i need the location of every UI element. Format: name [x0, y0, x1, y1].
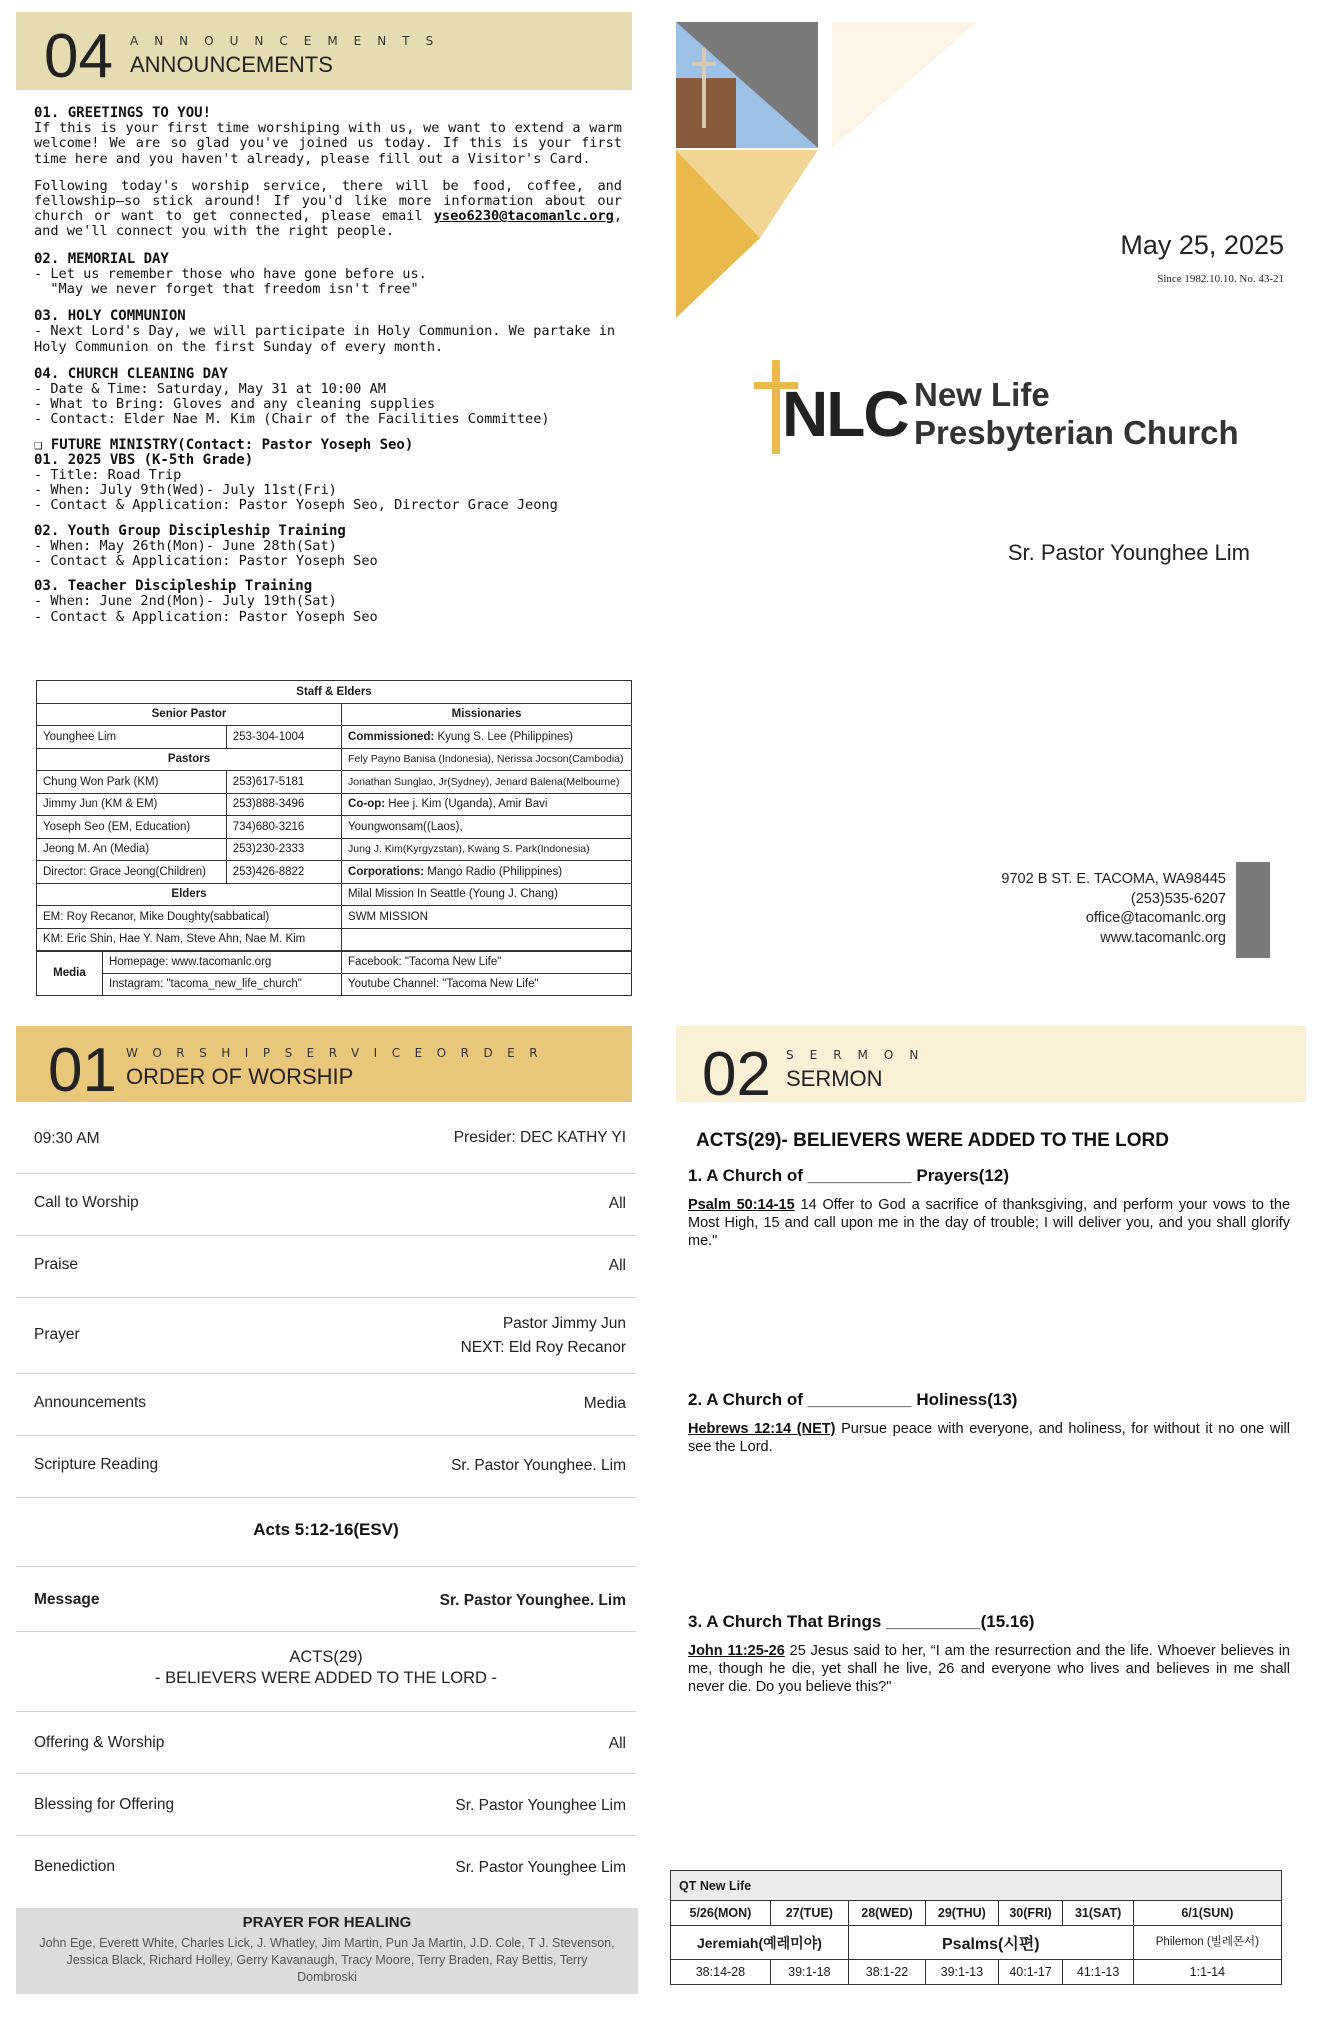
sermon-point [688, 1390, 1290, 1456]
worship-item-row [16, 1712, 636, 1774]
announcement-title: 02. MEMORIAL DAY [34, 250, 169, 267]
announcement-text: Following today's worship service, there will be food, coffee, and fellowship—so stick around! If you'd like more information about our church or want to get connected, please email yseo6230@tacomanlc.org, and we'll connect you with the right people. [34, 177, 622, 240]
sermon-point-verse: Psalm 50:14-15 14 Offer to God a sacrifice of thanksgiving, and perform your vows to the Most High, 15 and call upon me in the day of trouble; I will deliver you, and you shall glorify me." [688, 1197, 1291, 1249]
section-number: 04 [44, 22, 113, 91]
staff-name: Chung Won Park (KM) [37, 771, 227, 794]
qt-day: 27(TUE) [770, 1901, 848, 1926]
worship-item-leader: Sr. Pastor Younghee Lim [455, 1859, 626, 1876]
prayer-for-healing-box [16, 1908, 638, 1994]
cover-graphic [672, 18, 982, 318]
announcement-line: - When: June 2nd(Mon)- July 19th(Sat) [34, 593, 337, 610]
announcement-title: 04. CHURCH CLEANING DAY [34, 365, 228, 382]
worship-item-label: Blessing for Offering [34, 1796, 175, 1813]
staff-elders-table [36, 680, 632, 996]
missionary-cell: Jung J. Kim(Kyrgyzstan), Kwang S. Park(Indonesia) [342, 838, 632, 861]
staff-name: Director: Grace Jeong(Children) [37, 861, 227, 884]
announcement-title: 02. Youth Group Discipleship Training [34, 522, 346, 539]
media-homepage: Homepage: www.tacomanlc.org [102, 951, 341, 974]
logo-letters: NLC [782, 378, 908, 450]
staff-name: Jimmy Jun (KM & EM) [37, 793, 227, 816]
qt-passage: 1:1-14 [1133, 1960, 1281, 1985]
worship-item-label: Praise [34, 1256, 78, 1273]
cover-date: May 25, 2025 [1120, 230, 1284, 260]
worship-item-label: Benediction [34, 1858, 116, 1875]
media-facebook: Facebook: "Tacoma New Life" [342, 951, 632, 974]
announcement-line: "May we never forget that freedom isn't free" [34, 281, 419, 298]
announcement-line: - When: July 9th(Wed)- July 11st(Fri) [34, 482, 337, 499]
announcement-line: - Title: Road Trip [34, 467, 182, 484]
senior-pastor-header: Senior Pastor [37, 703, 342, 726]
staff-phone: 253-304-1004 [226, 726, 341, 749]
service-time: 09:30 AM [34, 1130, 100, 1147]
sermon-point [688, 1166, 1290, 1250]
worship-item-row [16, 1436, 636, 1498]
staff-name: Yoseph Seo (EM, Education) [37, 816, 227, 839]
church-photo-cross [702, 48, 706, 128]
cover-pastor: Sr. Pastor Younghee Lim [1007, 540, 1250, 565]
pastors-header: Pastors [37, 748, 342, 771]
sermon-title-row [16, 1632, 636, 1712]
qt-table [670, 1870, 1282, 1985]
staff-phone: 253)230-2333 [226, 838, 341, 861]
missionary-cell: Jonathan Sunglao, Jr(Sydney), Jenard Balena(Melbourne) [342, 771, 632, 794]
qt-title: QT New Life [671, 1871, 1282, 1901]
media-instagram: Instagram: "tacoma_new_life_church" [102, 973, 341, 996]
worship-item-row [16, 1374, 636, 1436]
announcement-line: - Next Lord's Day, we will participate in Holy Communion. We partake in Holy Communion on the first Sunday of every month. [34, 323, 616, 355]
qt-book: Psalms(시편) [848, 1926, 1133, 1960]
staff-phone: 253)888-3496 [226, 793, 341, 816]
cover-since: Since 1982.10.10. No. 43-21 [1157, 273, 1284, 285]
missionary-cell: Fely Payno Banisa (Indonesia), Nerissa Jocson(Cambodia) [342, 748, 632, 771]
worship-item-row [16, 1236, 636, 1298]
qt-book: Jeremiah(예레미야) [671, 1926, 849, 1960]
cream-block [832, 22, 977, 148]
announcement-title: 03. HOLY COMMUNION [34, 308, 186, 325]
section-title: SERMON [786, 1066, 883, 1091]
prayer-names: John Ege, Everett White, Charles Lick, J. Whatley, Jim Martin, Pun Ja Martin, J.D. Cole, T J. Stevenson, Jessica Black, Richard Holley, Gerry Kavanaugh, Tracy Moore, Terry Braden, Ray Bettis, Terry Dombroski [39, 1936, 615, 1984]
section-spaced-label: ANNOUNCEMENTS [130, 34, 450, 48]
worship-item-label: Call to Worship [34, 1194, 139, 1211]
staff-phone: 253)426-8822 [226, 861, 341, 884]
qt-day: 29(THU) [926, 1901, 998, 1926]
staff-name: Jeong M. An (Media) [37, 838, 227, 861]
gray-bar [1236, 862, 1270, 958]
missionary-cell: Youngwonsam((Laos), [342, 816, 632, 839]
section-number: 01 [48, 1036, 117, 1105]
qt-day: 6/1(SUN) [1133, 1901, 1281, 1926]
worship-item-leader: Pastor Jimmy Jun NEXT: Eld Roy Recanor [460, 1315, 626, 1356]
missionary-cell: Milal Mission In Seattle (Young J. Chang) [342, 883, 632, 906]
elder-row: KM: Eric Shin, Hae Y. Nam, Steve Ahn, Nae M. Kim [37, 928, 342, 951]
qt-passage: 40:1-17 [998, 1960, 1063, 1985]
sermon-heading: ACTS(29)- BELIEVERS WERE ADDED TO THE LORD [696, 1130, 1169, 1151]
announcement-line: - Date & Time: Saturday, May 31 at 10:00 AM [34, 381, 386, 398]
announcement-line: - Contact & Application: Pastor Yoseph Seo, Director Grace Jeong [34, 497, 558, 514]
worship-time-row [16, 1112, 636, 1174]
worship-item-label: Announcements [34, 1394, 147, 1411]
worship-item-row [16, 1774, 636, 1836]
section-spaced-label: SERMON [786, 1048, 935, 1062]
empty-cell [342, 928, 632, 951]
announcement-line: - Contact & Application: Pastor Yoseph Seo [34, 553, 378, 570]
elder-row: EM: Roy Recanor, Mike Doughty(sabbatical) [37, 906, 342, 929]
verse-reference: John 11:25-26 [688, 1643, 785, 1659]
church-photo-cross-bar [692, 62, 716, 66]
qt-passage: 38:14-28 [671, 1960, 771, 1985]
worship-item-row [16, 1298, 636, 1374]
church-name-line1: New Life [914, 376, 1050, 413]
presider: Presider: DEC KATHY YI [453, 1129, 626, 1146]
announcement-title: 03. Teacher Discipleship Training [34, 578, 313, 595]
worship-item-leader: All [608, 1735, 626, 1752]
qt-day: 30(FRI) [998, 1901, 1063, 1926]
announcement-line: - Contact: Elder Nae M. Kim (Chair of the Facilities Committee) [34, 411, 550, 428]
message-preacher: Sr. Pastor Younghee. Lim [439, 1592, 626, 1609]
qt-passage: 41:1-13 [1063, 1960, 1133, 1985]
worship-item-label: Prayer [34, 1326, 80, 1343]
contact-email-link[interactable]: yseo6230@tacomanlc.org [433, 208, 614, 225]
announcement-line: - Contact & Application: Pastor Yoseph Seo [34, 608, 378, 625]
message-label: Message [34, 1591, 100, 1608]
announcements-body [34, 106, 622, 637]
sermon-point-title: 3. A Church That Brings __________(15.16) [688, 1612, 1035, 1631]
cover-address-block [880, 870, 1226, 948]
missionary-cell: Co-op: Hee j. Kim (Uganda), Amir Bavi [342, 793, 632, 816]
qt-passage: 39:1-18 [770, 1960, 848, 1985]
worship-item-label: Scripture Reading [34, 1456, 159, 1473]
elders-header: Elders [37, 883, 342, 906]
qt-day: 5/26(MON) [671, 1901, 771, 1926]
section-title: ORDER OF WORSHIP [126, 1064, 354, 1089]
worship-item-leader: Sr. Pastor Younghee Lim [455, 1797, 626, 1814]
sermon-title-line1: ACTS(29) [289, 1648, 363, 1666]
announcement-line: - Let us remember those who have gone before us. [34, 265, 427, 282]
sermon-header [676, 1026, 1306, 1109]
scripture-passage: Acts 5:12-16(ESV) [253, 1520, 399, 1539]
worship-header [16, 1026, 632, 1105]
missionary-cell: Corporations: Mango Radio (Philippines) [342, 861, 632, 884]
staff-phone: 734)680-3216 [226, 816, 341, 839]
qt-passage: 39:1-13 [926, 1960, 998, 1985]
future-ministry-heading: ❑ FUTURE MINISTRY(Contact: Pastor Yoseph Seo) [34, 436, 414, 453]
worship-item-label: Offering & Worship [34, 1734, 165, 1751]
sermon-point-verse: Hebrews 12:14 (NET) Pursue peace with everyone, and holiness, for without it no one will see the Lord. [688, 1421, 1291, 1455]
church-logo [752, 358, 1242, 458]
qt-day: 28(WED) [848, 1901, 925, 1926]
missionary-cell: SWM MISSION [342, 906, 632, 929]
qt-book: Philemon (빌레몬서) [1133, 1926, 1281, 1960]
email-link[interactable]: office@tacomanlc.org [1085, 910, 1226, 926]
announcement-title: 01. 2025 VBS (K-5th Grade) [34, 451, 254, 468]
qt-day: 31(SAT) [1063, 1901, 1133, 1926]
announcement-line: - When: May 26th(Mon)- June 28th(Sat) [34, 537, 337, 554]
announcement-line: - What to Bring: Gloves and any cleaning supplies [34, 396, 436, 413]
verse-reference: Hebrews 12:14 (NET) [688, 1421, 836, 1437]
address: 9702 B ST. E. TACOMA, WA98445 [1001, 871, 1226, 887]
media-label: Media [37, 951, 103, 996]
announcements-header [16, 12, 632, 90]
worship-item-leader: All [608, 1195, 626, 1212]
worship-item-leader: All [608, 1257, 626, 1274]
section-spaced-label: WORSHIPSERVICEORDER [126, 1046, 553, 1060]
missionaries-header: Missionaries [342, 703, 632, 726]
sermon-title-line2: - BELIEVERS WERE ADDED TO THE LORD - [155, 1669, 497, 1687]
message-row [16, 1566, 636, 1632]
announcement-text: If this is your first time worshiping with us, we want to extend a warm welcome! We are so glad you've joined us today. If this is your first time here and you haven't already, please fill out a Visitor's Card. [34, 120, 622, 167]
sermon-point-verse: John 11:25-26 25 Jesus said to her, “I am the resurrection and the life. Whoever believes in me, though he die, yet shall he live, 26 and everyone who lives and believes in me shall never die. Do you believe this?" [688, 1643, 1290, 1695]
prayer-title: PRAYER FOR HEALING [242, 1914, 412, 1931]
table-title: Staff & Elders [37, 681, 632, 704]
worship-item-leader: Sr. Pastor Younghee. Lim [451, 1457, 626, 1474]
worship-item-leader: Media [583, 1395, 626, 1412]
sermon-point-title: 1. A Church of ___________ Prayers(12) [688, 1166, 1009, 1185]
missionary-cell: Commissioned: Kyung S. Lee (Philippines) [342, 726, 632, 749]
media-youtube: Youtube Channel: "Tacoma New Life" [342, 973, 632, 996]
sermon-point [688, 1612, 1290, 1696]
worship-item-row [16, 1836, 636, 1898]
website-link[interactable]: www.tacomanlc.org [1100, 929, 1226, 946]
section-title: ANNOUNCEMENTS [130, 52, 333, 77]
staff-phone: 253)617-5181 [226, 771, 341, 794]
announcement-title: 01. GREETINGS TO YOU! [34, 105, 212, 121]
phone: (253)535-6207 [1130, 890, 1226, 907]
worship-item-row [16, 1174, 636, 1236]
verse-reference: Psalm 50:14-15 [688, 1197, 795, 1213]
church-name-line2: Presbyterian Church [914, 414, 1239, 451]
section-number: 02 [702, 1040, 771, 1109]
qt-passage: 38:1-22 [848, 1960, 925, 1985]
staff-name: Younghee Lim [37, 726, 227, 749]
sermon-point-title: 2. A Church of ___________ Holiness(13) [688, 1390, 1018, 1409]
